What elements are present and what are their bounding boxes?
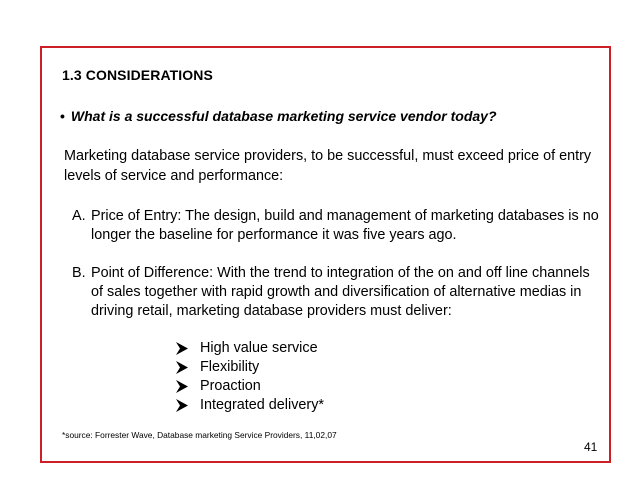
arrow-bullet-icon (176, 342, 188, 355)
deliverable-text: Flexibility (200, 359, 260, 375)
deliverable-item (176, 339, 324, 358)
arrow-bullet-icon (176, 361, 188, 374)
list-text-a: Price of Entry: The design, build and management of marketing databases is no longer the baseline for performance it was five years ago. (91, 208, 599, 243)
list-marker-b: B. (72, 265, 86, 281)
list-marker-a: A. (72, 208, 86, 224)
deliverable-text: Proaction (200, 378, 261, 394)
deliverable-text: High value service (200, 340, 318, 356)
question-bullet: • (60, 108, 65, 124)
deliverable-item (176, 358, 324, 377)
page-number: 41 (584, 440, 598, 454)
intro-paragraph: Marketing database service providers, to be successful, must exceed price of entry levels of service and performance: (64, 148, 592, 184)
source-footnote: *source: Forrester Wave, Database marketing Service Providers, 11,02,07 (62, 430, 337, 440)
deliverable-text: Integrated delivery* (200, 397, 324, 413)
list-text-b: Point of Difference: With the trend to integration of the on and off line channels of sales together with rapid growth and diversification of alternative medias in driving retail, marketing database providers must deliver: (91, 265, 590, 319)
deliverables-list (176, 339, 324, 415)
question-line (60, 108, 497, 124)
list-item-b (72, 264, 602, 321)
list-item-a (72, 207, 602, 245)
deliverable-item (176, 377, 324, 396)
deliverable-item (176, 396, 324, 415)
section-heading: 1.3 CONSIDERATIONS (62, 67, 213, 83)
question-text: What is a successful database marketing service vendor today? (70, 108, 497, 124)
arrow-bullet-icon (176, 399, 188, 412)
arrow-bullet-icon (176, 380, 188, 393)
